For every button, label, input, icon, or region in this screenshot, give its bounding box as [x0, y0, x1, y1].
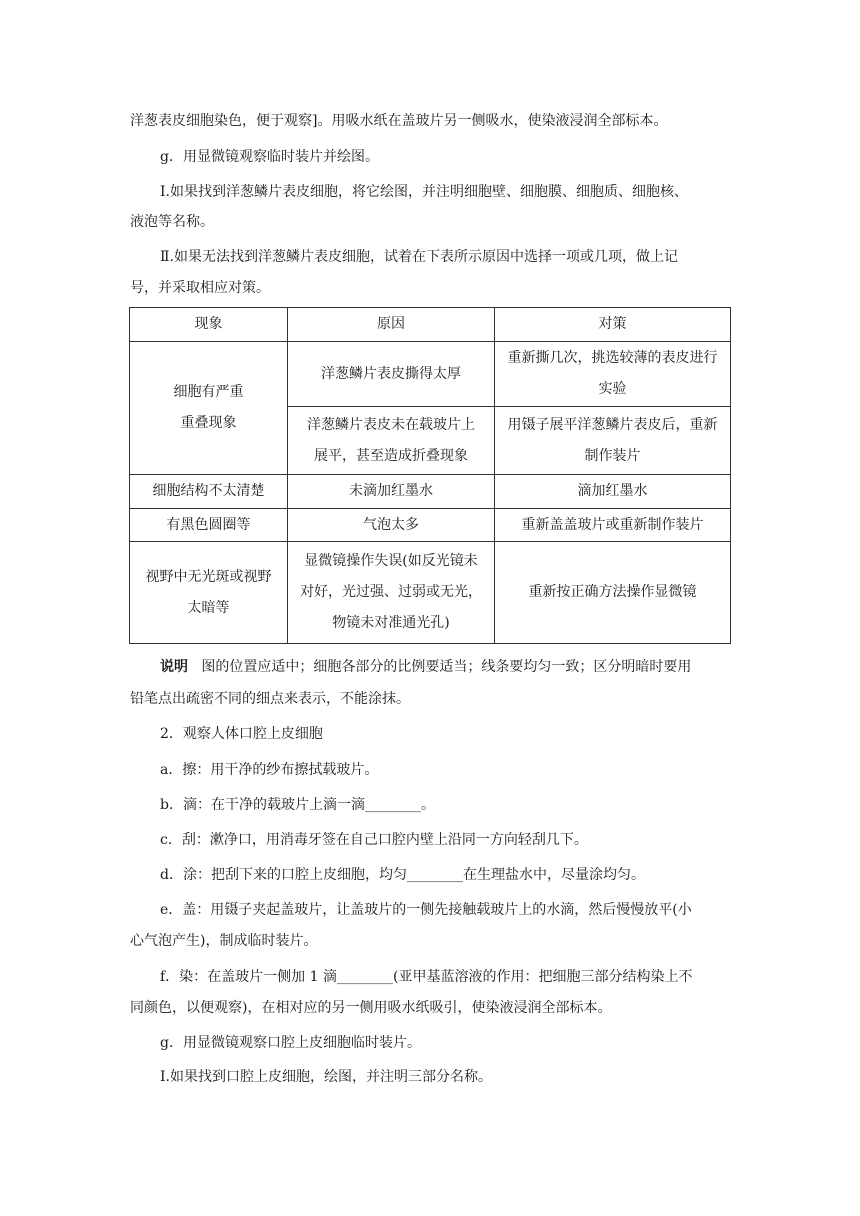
- note-label: 说明: [160, 659, 188, 675]
- cell-line: 用镊子展平洋葱鳞片表皮后，重新: [507, 416, 718, 433]
- table-row: [130, 509, 731, 542]
- cell-phenomenon: [130, 542, 288, 644]
- cell-line: 对好，光过强、过弱或无光，: [300, 584, 482, 600]
- item-i-line1: Ⅰ.如果找到洋葱鳞片表皮细胞，将它绘图，并注明细胞壁、细胞膜、细胞质、细胞核、: [160, 184, 688, 200]
- cell-line: 实验: [598, 381, 627, 397]
- troubleshooting-table: [129, 307, 731, 644]
- item-i-line2: 液泡等名称。: [130, 214, 214, 230]
- cell-phenomenon: 有黑色圆圈等: [130, 509, 288, 542]
- cell-line: 物镜未对准通光孔): [332, 615, 450, 631]
- header-phenomenon: 现象: [130, 308, 288, 342]
- cell-line: 重新撕几次，挑选较薄的表皮进行: [507, 350, 718, 366]
- step-f-line1: f．染：在盖玻片一侧加 1 滴________(亚甲基蓝溶液的作用：把细胞三部分结构染上不: [160, 969, 693, 985]
- cell-line: 制作装片: [584, 447, 641, 464]
- item-ii-line2: 号，并采取相应对策。: [130, 280, 270, 296]
- cell-solution: [495, 342, 731, 407]
- cell-solution: 重新按正确方法操作显微镜: [495, 542, 731, 644]
- table-row: [130, 342, 731, 407]
- item-i2: Ⅰ.如果找到口腔上皮细胞，绘图，并注明三部分名称。: [160, 1069, 492, 1085]
- step-e-line2: 心气泡产生)，制成临时装片。: [130, 933, 318, 949]
- cell-cause: 气泡太多: [288, 509, 495, 542]
- paragraph: 洋葱表皮细胞染色，便于观察]。用吸水纸在盖玻片另一侧吸水，使染液浸润全部标本。: [130, 113, 668, 129]
- step-g2: g．用显微镜观察口腔上皮细胞临时装片。: [160, 1035, 421, 1051]
- step-e-line1: e．盖：用镊子夹起盖玻片，让盖玻片的一侧先接触载玻片上的水滴，然后慢慢放平(小: [160, 902, 692, 918]
- table-row: [130, 475, 731, 509]
- cell-line: 太暗等: [187, 599, 230, 616]
- step-c: c．刮：漱净口，用消毒牙签在自己口腔内壁上沿同一方向轻刮几下。: [160, 832, 588, 848]
- note-line2: 铅笔点出疏密不同的细点来表示，不能涂抹。: [130, 691, 410, 707]
- header-solution: 对策: [495, 308, 731, 342]
- step-f-line2: 同颜色，以便观察)，在相对应的另一侧用吸水纸吸引，使染液浸润全部标本。: [130, 1000, 612, 1016]
- cell-solution: 重新盖盖玻片或重新制作装片: [495, 509, 731, 542]
- step-d: d．涂：把刮下来的口腔上皮细胞，均匀________在生理盐水中，尽量涂均匀。: [160, 867, 645, 883]
- step-b: b．滴：在干净的载玻片上滴一滴________。: [160, 797, 435, 813]
- cell-line: 细胞有严重: [173, 384, 244, 400]
- cell-line: 洋葱鳞片表皮未在载玻片上: [307, 416, 475, 433]
- cell-cause: [288, 542, 495, 644]
- cell-phenomenon: [130, 342, 288, 475]
- cell-solution: 滴加红墨水: [495, 475, 731, 509]
- cell-cause: 未滴加红墨水: [288, 475, 495, 509]
- cell-line: 展平，甚至造成折叠现象: [314, 447, 468, 464]
- cell-cause: 洋葱鳞片表皮撕得太厚: [288, 342, 495, 407]
- note-line1: [160, 657, 760, 677]
- cell-cause: [288, 407, 495, 475]
- cell-line: 视野中无光斑或视野: [145, 568, 272, 585]
- cell-line: 重叠现象: [180, 415, 237, 431]
- step-a: a．擦：用干净的纱布擦拭载玻片。: [160, 762, 379, 778]
- step-g: g．用显微镜观察临时装片并绘图。: [160, 149, 379, 165]
- cell-line: 显微镜操作失误(如反光镜未: [304, 553, 478, 569]
- table-row: [130, 542, 731, 644]
- cell-phenomenon: 细胞结构不太清楚: [130, 475, 288, 509]
- table-header-row: [130, 308, 731, 342]
- header-cause: 原因: [288, 308, 495, 342]
- item-ii-line1: Ⅱ.如果无法找到洋葱鳞片表皮细胞，试着在下表所示原因中选择一项或几项，做上记: [160, 249, 678, 265]
- note-text: 图的位置应适中；细胞各部分的比例要适当；线条要均匀一致；区分明暗时要用: [201, 659, 692, 675]
- section-heading: 2．观察人体口腔上皮细胞: [160, 726, 323, 742]
- cell-solution: [495, 407, 731, 475]
